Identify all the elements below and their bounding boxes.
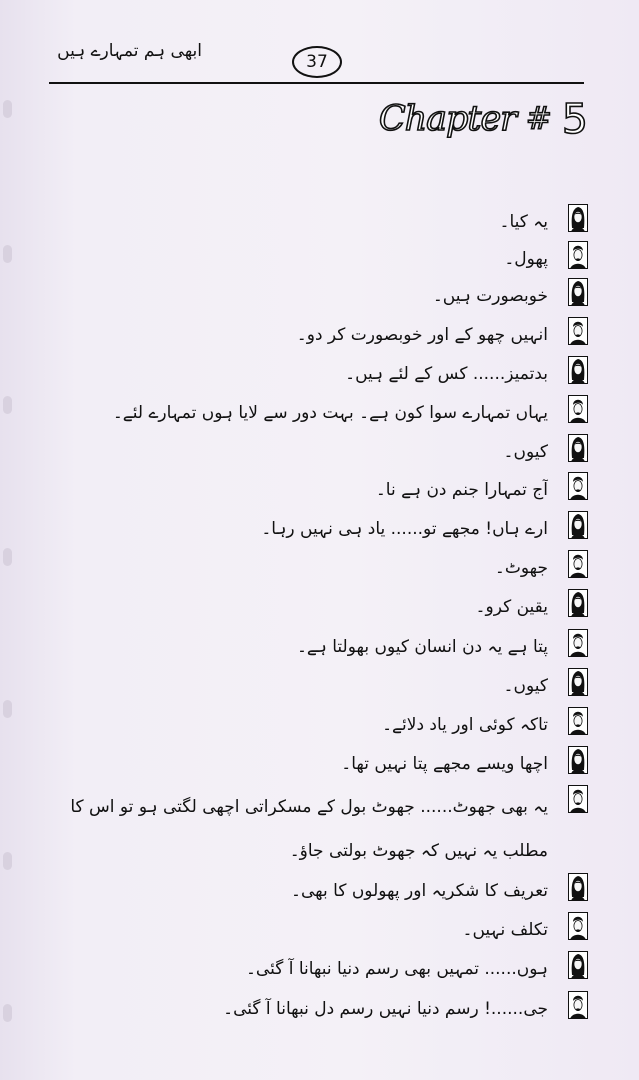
dialogue-line <box>40 991 588 1029</box>
dialogue-line <box>40 746 588 784</box>
dialogue-text: خوبصورت ہیں۔ <box>432 286 548 306</box>
dialogue-line <box>40 873 588 911</box>
dialogue-text: تکلف نہیں۔ <box>462 920 548 940</box>
chapter-number: 5 <box>561 95 588 143</box>
dialogue-line <box>40 589 588 627</box>
page-number: 37 <box>292 46 342 78</box>
dialogue-text: جھوٹ۔ <box>494 558 548 578</box>
woman-speaker-icon <box>568 746 588 774</box>
dialogue-text: ہوں...... تمہیں بھی رسم دنیا نبھانا آ گئی۔ <box>245 959 548 979</box>
dialogue-text: یہ کیا۔ <box>499 212 548 232</box>
man-speaker-icon <box>568 785 588 813</box>
dialogue-line <box>40 912 588 950</box>
woman-speaker-icon <box>568 511 588 539</box>
dialogue-line <box>40 707 588 745</box>
dialogue-line <box>40 785 588 871</box>
woman-speaker-icon <box>568 589 588 617</box>
dialogue-line <box>40 317 588 355</box>
woman-speaker-icon <box>568 434 588 462</box>
woman-speaker-icon <box>568 204 588 232</box>
dialogue-text: جی......! رسم دنیا نہیں رسم دل نبھانا آ گئی۔ <box>223 999 548 1019</box>
dialogue-line <box>40 550 588 588</box>
man-speaker-icon <box>568 629 588 657</box>
dialogue-line <box>40 241 588 279</box>
man-speaker-icon <box>568 317 588 345</box>
dialogue-text: یہاں تمہارے سوا کون ہے۔ بہت دور سے لایا ہوں تمہارے لئے۔ <box>112 403 548 423</box>
man-speaker-icon <box>568 241 588 269</box>
dialogue-line <box>40 434 588 472</box>
dialogue-text: کیوں۔ <box>503 676 548 696</box>
dialogue-text: پھول۔ <box>504 249 548 269</box>
dialogue-line <box>40 951 588 989</box>
dialogue-text: تاکہ کوئی اور یاد دلائے۔ <box>382 715 548 735</box>
woman-speaker-icon <box>568 873 588 901</box>
man-speaker-icon <box>568 991 588 1019</box>
woman-speaker-icon <box>568 356 588 384</box>
man-speaker-icon <box>568 472 588 500</box>
dialogue-line <box>40 356 588 394</box>
dialogue-text: بدتمیز...... کس کے لئے ہیں۔ <box>345 364 548 384</box>
dialogue-line <box>40 511 588 549</box>
dialogue-text: یہ بھی جھوٹ...... جھوٹ بول کے مسکراتی اچھی لگتی ہو تو اس کا مطلب یہ نہیں کہ جھوٹ بولتی جاؤ۔ <box>70 797 548 861</box>
dialogue-text: ارے ہاں! مجھے تو...... یاد ہی نہیں رہا۔ <box>261 519 548 539</box>
dialogue-text: پتا ہے یہ دن انسان کیوں بھولتا ہے۔ <box>296 637 548 657</box>
man-speaker-icon <box>568 707 588 735</box>
dialogue-line <box>40 472 588 510</box>
dialogue-text: اچھا ویسے مجھے پتا نہیں تھا۔ <box>341 754 548 774</box>
chapter-hash: # <box>525 101 552 137</box>
chapter-word: Chapter <box>378 99 516 139</box>
dialogue-line <box>40 278 588 316</box>
dialogue-line <box>40 668 588 706</box>
man-speaker-icon <box>568 550 588 578</box>
dialogue-line <box>40 395 588 433</box>
running-header-title: ابھی ہم تمہارے ہیں <box>57 41 202 61</box>
woman-speaker-icon <box>568 278 588 306</box>
woman-speaker-icon <box>568 668 588 696</box>
woman-speaker-icon <box>568 951 588 979</box>
man-speaker-icon <box>568 912 588 940</box>
dialogue-text: آج تمہارا جنم دن ہے نا۔ <box>375 480 548 500</box>
dialogue-text: انہیں چھو کے اور خوبصورت کر دو۔ <box>296 325 548 345</box>
man-speaker-icon <box>568 395 588 423</box>
dialogue-line <box>40 204 588 242</box>
dialogue-line <box>40 629 588 667</box>
dialogue-text: تعریف کا شکریہ اور پھولوں کا بھی۔ <box>291 881 548 901</box>
dialogue-text: کیوں۔ <box>503 442 548 462</box>
dialogue-text: یقین کرو۔ <box>475 597 548 617</box>
